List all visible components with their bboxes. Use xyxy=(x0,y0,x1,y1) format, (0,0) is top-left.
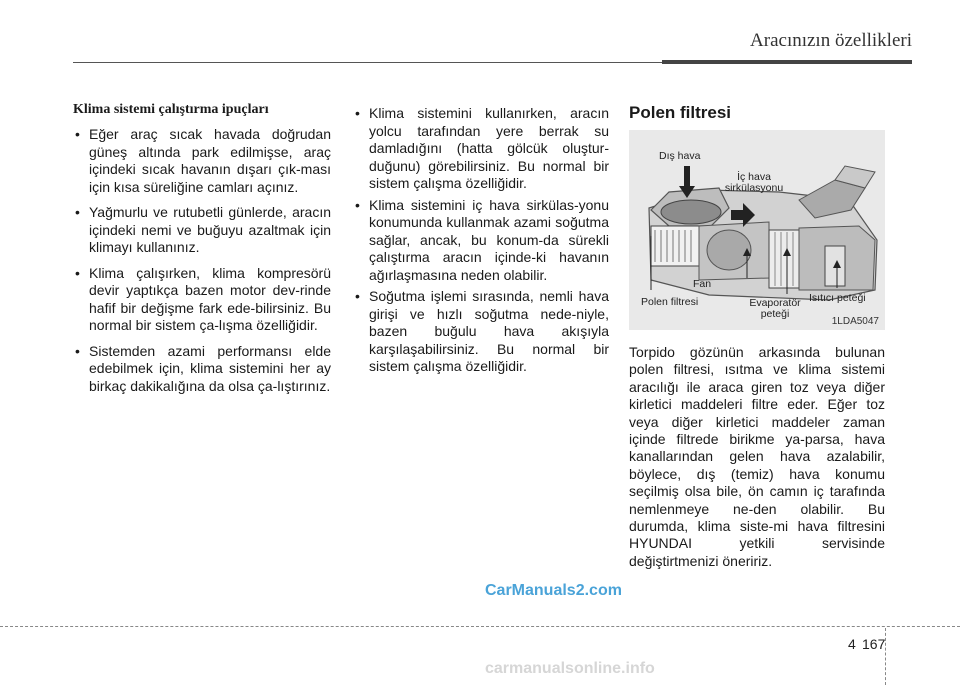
label-recirculation: İç hava sirkülasyonu xyxy=(724,171,784,194)
section-heading: Klima sistemi çalıştırma ipuçları xyxy=(73,102,269,117)
watermark: CarManuals2.com xyxy=(485,582,622,599)
list-item: • Soğutma işlemi sırasında, nemli hava girişi ve hızlı soğutma nede-niyle, bazen buğulu hava akışıyla karşılaşabilirsiniz. Bu normal bir sistem çalışma özelliğidir. xyxy=(353,288,609,376)
header-rule-accent xyxy=(662,60,912,64)
column-1 xyxy=(73,100,331,403)
footer-rule xyxy=(0,626,960,627)
chapter-number: 4 xyxy=(848,636,856,652)
label-fan: Fan xyxy=(693,278,712,290)
section-title: Polen filtresi xyxy=(629,103,732,122)
label-pollen-filter: Polen filtresi xyxy=(641,296,699,308)
page-number: 167 xyxy=(862,636,886,652)
list-item: • Klima sistemini iç hava sirkülas-yonu konumunda kullanmak azami soğutma sağlar, ancak, bu konum-da sürekli çalıştırma aracın içinde-ki havanın ağırlaşmasına neden olabilir. xyxy=(353,197,609,285)
footer-site-watermark: carmanualsonline.info xyxy=(485,660,655,677)
tips-list xyxy=(73,126,331,395)
body-paragraph: Torpido gözünün arkasında bulunan polen filtresi, ısıtma ve klima sistemi aracılığı ile araca giren toz veya diğer kirletici maddeleri filtre eder. Eğer toz veya diğer kirletici maddeler zaman içinde filtrede birikme ya-parsa, hava kanallarından gelen hava azalabilir, böylece, dış (temiz) hava konumu seçilmiş olsa bile, ön camın iç tarafında nemlenmeye ne-den olabilir. Bu durumda, klima siste-mi hava filtresini HYUNDAI yetkili servisinde değiştirtmenizi öneririz. xyxy=(629,344,885,569)
column-2 xyxy=(353,105,609,380)
page-header-title: Aracınızın özellikleri xyxy=(750,30,912,51)
list-item: • Sistemden azami performansı elde edebilmek için, klima sistemini her ay birkaç dakikalığına da olsa ça-lıştırınız. xyxy=(73,343,331,396)
tips-list-continued xyxy=(353,105,609,376)
figure-code: 1LDA5047 xyxy=(831,316,879,327)
list-item: • Yağmurlu ve rutubetli günlerde, aracın içindeki nemi ve buğuyu azaltmak için klimayı kullanınız. xyxy=(73,204,331,257)
hvac-diagram xyxy=(629,130,885,330)
column-3 xyxy=(629,100,885,570)
list-item: • Klima çalışırken, klima kompresörü devir yaptıkça bazen motor dev-rinde hafif bir değişme fark ede-bilirsiniz. Bu normal bir sistem ça-lışma özelliğidir. xyxy=(73,265,331,335)
list-item: • Eğer araç sıcak havada doğrudan güneş altında park edilmişse, araç içindeki sıcak havanın dışarı çık-ması için kısa süreliğine camları açınız. xyxy=(73,126,331,196)
label-evaporator: Evaporatör peteği xyxy=(749,297,801,320)
list-item: • Klima sistemini kullanırken, aracın yolcu tarafından yere berrak su damladığını (hatta gölcük oluştur-duğunu) görebilirsiniz. Bu normal bir sistem çalışma özelliğidir. xyxy=(353,105,609,193)
label-heater-core: Isıtıcı peteği xyxy=(809,292,866,304)
label-outside-air: Dış hava xyxy=(659,150,701,162)
